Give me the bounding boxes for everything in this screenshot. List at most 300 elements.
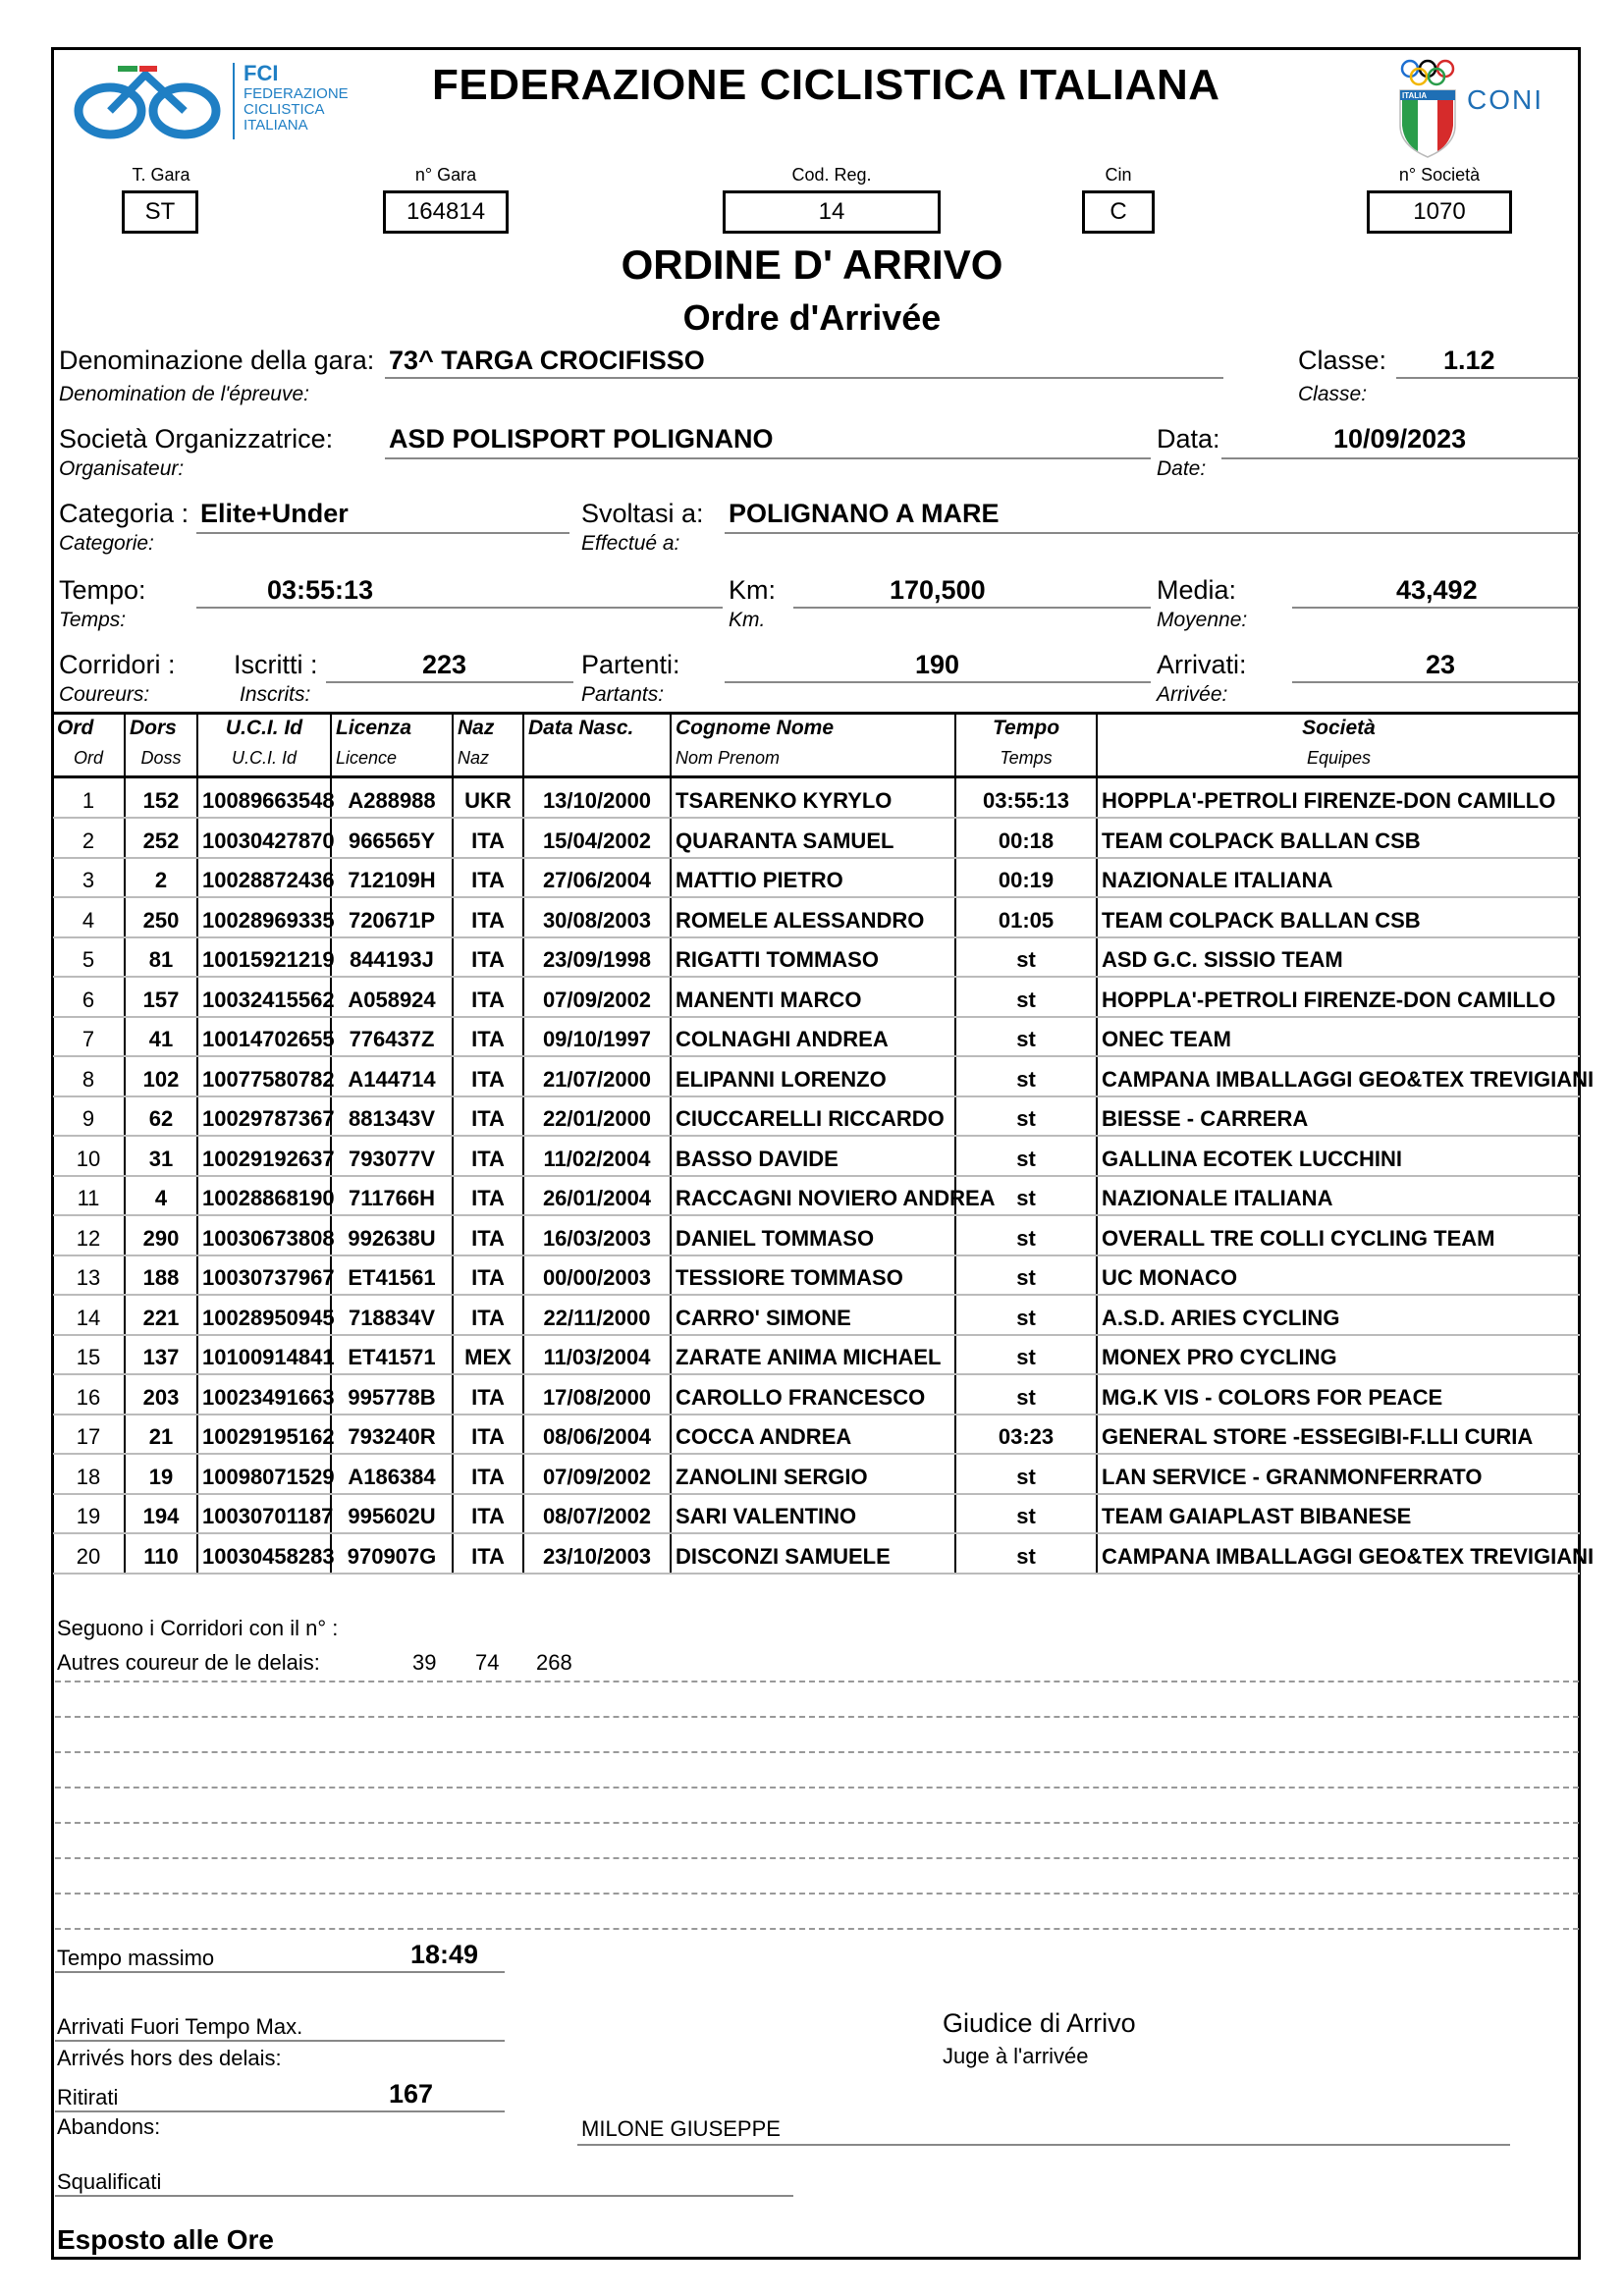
partenti-underline xyxy=(725,681,1151,683)
cell-cognome-nome: ROMELE ALESSANDRO xyxy=(671,897,955,937)
table-row xyxy=(53,818,1580,858)
cell-tempo: st xyxy=(955,1255,1097,1296)
cell-tempo: st xyxy=(955,1374,1097,1415)
cell-naz: ITA xyxy=(453,1454,523,1494)
cell-data-nasc: 27/06/2004 xyxy=(523,858,671,898)
denominazione-label: Denominazione della gara: xyxy=(59,346,375,375)
col-sub-licence: Licence xyxy=(331,748,453,777)
table-row xyxy=(53,977,1580,1017)
col-header-societa: Società xyxy=(1097,714,1580,749)
cell-ord: 19 xyxy=(53,1494,125,1534)
cell-tempo: 03:23 xyxy=(955,1415,1097,1455)
cell-dorsal: 102 xyxy=(125,1056,197,1096)
iscritti-sub: Inscrits: xyxy=(240,683,311,706)
autres-label: Autres coureur de le delais: xyxy=(57,1650,320,1675)
blank-line xyxy=(55,1716,1579,1718)
table-row xyxy=(53,1096,1580,1137)
cell-data-nasc: 07/09/2002 xyxy=(523,977,671,1017)
arrivati-value: 23 xyxy=(1426,650,1456,679)
cell-tempo: st xyxy=(955,1056,1097,1096)
cell-naz: ITA xyxy=(453,1494,523,1534)
tempo-massimo-value: 18:49 xyxy=(410,1940,479,1969)
cell-data-nasc: 23/10/2003 xyxy=(523,1533,671,1574)
cell-dorsal: 157 xyxy=(125,977,197,1017)
cell-tempo: st xyxy=(955,1335,1097,1375)
iscritti-value: 223 xyxy=(422,650,467,679)
cell-uci-id: 10015921219 xyxy=(197,937,331,978)
cell-societa: MG.K VIS - COLORS FOR PEACE xyxy=(1097,1374,1580,1415)
categoria-sub: Categorie: xyxy=(59,532,154,555)
cell-licenza: 718834V xyxy=(331,1295,453,1335)
tempo-massimo-label: Tempo massimo xyxy=(57,1946,215,1970)
col-header-cognome-nome: Cognome Nome xyxy=(671,714,955,749)
cell-cognome-nome: ZANOLINI SERGIO xyxy=(671,1454,955,1494)
cell-tempo: st xyxy=(955,937,1097,978)
fuori-tempo-sub: Arrivés hors des delais: xyxy=(57,2046,282,2070)
fuori-tempo-underline xyxy=(55,2040,505,2042)
cell-data-nasc: 08/07/2002 xyxy=(523,1494,671,1534)
cell-tempo: 00:18 xyxy=(955,818,1097,858)
km-label: Km: xyxy=(729,575,777,605)
col-header-tempo: Tempo xyxy=(955,714,1097,749)
cell-licenza: 712109H xyxy=(331,858,453,898)
table-subheader-row xyxy=(53,748,1580,777)
cell-data-nasc: 11/03/2004 xyxy=(523,1335,671,1375)
ritirati-value: 167 xyxy=(389,2079,434,2109)
other-rider-number: 268 xyxy=(536,1650,572,1675)
cell-tempo: st xyxy=(955,1295,1097,1335)
cell-ord: 16 xyxy=(53,1374,125,1415)
blank-line xyxy=(55,1928,1579,1930)
tempo-label: Tempo: xyxy=(59,575,146,605)
media-underline xyxy=(1292,607,1579,609)
cell-ord: 11 xyxy=(53,1176,125,1216)
table-row xyxy=(53,1056,1580,1096)
cell-uci-id: 10028872436 xyxy=(197,858,331,898)
col-header-dors: Dors xyxy=(125,714,197,749)
cell-uci-id: 10030737967 xyxy=(197,1255,331,1296)
giudice-sub: Juge à l'arrivée xyxy=(943,2044,1089,2068)
cell-data-nasc: 00/00/2003 xyxy=(523,1255,671,1296)
cell-licenza: A058924 xyxy=(331,977,453,1017)
cell-uci-id: 10014702655 xyxy=(197,1017,331,1057)
classe-value: 1.12 xyxy=(1443,346,1495,375)
cell-data-nasc: 30/08/2003 xyxy=(523,897,671,937)
n-gara-label: n° Gara xyxy=(414,165,477,185)
seguono-label: Seguono i Corridori con il n° : xyxy=(57,1616,339,1640)
cell-tempo: st xyxy=(955,1454,1097,1494)
cell-cognome-nome: MANENTI MARCO xyxy=(671,977,955,1017)
table-row xyxy=(53,1215,1580,1255)
cell-naz: ITA xyxy=(453,1255,523,1296)
cell-dorsal: 290 xyxy=(125,1215,197,1255)
squalificati-underline xyxy=(55,2195,793,2197)
cell-uci-id: 10100914841 xyxy=(197,1335,331,1375)
table-row xyxy=(53,1374,1580,1415)
cell-dorsal: 137 xyxy=(125,1335,197,1375)
cell-cognome-nome: COLNAGHI ANDREA xyxy=(671,1017,955,1057)
col-sub-naz: Naz xyxy=(453,748,523,777)
cell-tempo: 01:05 xyxy=(955,897,1097,937)
fci-logo-abbr: FCI xyxy=(244,61,279,85)
cell-cognome-nome: MATTIO PIETRO xyxy=(671,858,955,898)
cell-licenza: 776437Z xyxy=(331,1017,453,1057)
cell-licenza: A288988 xyxy=(331,777,453,819)
cell-ord: 18 xyxy=(53,1454,125,1494)
cell-ord: 7 xyxy=(53,1017,125,1057)
cell-cognome-nome: QUARANTA SAMUEL xyxy=(671,818,955,858)
table-row xyxy=(53,1533,1580,1574)
cell-cognome-nome: BASSO DAVIDE xyxy=(671,1136,955,1176)
cell-cognome-nome: RIGATTI TOMMASO xyxy=(671,937,955,978)
cell-societa: GENERAL STORE -ESSEGIBI-F.LLI CURIA xyxy=(1097,1415,1580,1455)
table-row xyxy=(53,897,1580,937)
cell-tempo: st xyxy=(955,1017,1097,1057)
denominazione-sub: Denomination de l'épreuve: xyxy=(59,383,310,405)
denominazione-underline xyxy=(385,377,1223,379)
fci-logo-line1: FEDERAZIONE xyxy=(244,85,349,102)
cell-tempo: st xyxy=(955,1176,1097,1216)
page-title: ORDINE D' ARRIVO xyxy=(621,241,1003,288)
cell-tempo: st xyxy=(955,1533,1097,1574)
cell-licenza: ET41571 xyxy=(331,1335,453,1375)
col-header-data-nasc: Data Nasc. xyxy=(523,714,671,749)
table-row xyxy=(53,858,1580,898)
cell-uci-id: 10023491663 xyxy=(197,1374,331,1415)
cell-uci-id: 10029195162 xyxy=(197,1415,331,1455)
cell-licenza: A186384 xyxy=(331,1454,453,1494)
cin-label: Cin xyxy=(1105,165,1132,185)
cell-data-nasc: 07/09/2002 xyxy=(523,1454,671,1494)
cell-dorsal: 41 xyxy=(125,1017,197,1057)
data-value: 10/09/2023 xyxy=(1333,424,1467,454)
cell-uci-id: 10028950945 xyxy=(197,1295,331,1335)
arrivati-sub: Arrivée: xyxy=(1157,683,1228,706)
results-body xyxy=(53,777,1595,1574)
cell-cognome-nome: RACCAGNI NOVIERO ANDREA xyxy=(671,1176,955,1216)
cell-dorsal: 19 xyxy=(125,1454,197,1494)
col-sub-nom-prenom: Nom Prenom xyxy=(671,748,955,777)
cell-licenza: 720671P xyxy=(331,897,453,937)
cell-naz: ITA xyxy=(453,1374,523,1415)
cell-licenza: ET41561 xyxy=(331,1255,453,1296)
cell-naz: ITA xyxy=(453,1136,523,1176)
categoria-label: Categoria : xyxy=(59,499,189,528)
blank-line xyxy=(55,1857,1579,1859)
cell-uci-id: 10077580782 xyxy=(197,1056,331,1096)
cell-dorsal: 81 xyxy=(125,937,197,978)
federation-title: FEDERAZIONE CICLISTICA ITALIANA xyxy=(432,61,1220,109)
col-header-licenza: Licenza xyxy=(331,714,453,749)
cell-licenza: 992638U xyxy=(331,1215,453,1255)
cell-ord: 17 xyxy=(53,1415,125,1455)
cell-naz: ITA xyxy=(453,858,523,898)
arrivati-label: Arrivati: xyxy=(1157,650,1247,679)
classe-label: Classe: xyxy=(1298,346,1387,375)
km-value: 170,500 xyxy=(890,575,986,605)
cell-dorsal: 21 xyxy=(125,1415,197,1455)
col-sub-equipes: Equipes xyxy=(1097,748,1580,777)
cell-uci-id: 10089663548 xyxy=(197,777,331,819)
cell-cognome-nome: DISCONZI SAMUELE xyxy=(671,1533,955,1574)
cell-tempo: st xyxy=(955,1096,1097,1137)
cell-societa: ASD G.C. SISSIO TEAM xyxy=(1097,937,1580,978)
partenti-value: 190 xyxy=(915,650,960,679)
cell-societa: GALLINA ECOTEK LUCCHINI xyxy=(1097,1136,1580,1176)
cell-ord: 5 xyxy=(53,937,125,978)
fci-logo-line2: CICLISTICA xyxy=(244,101,325,118)
km-sub: Km. xyxy=(729,609,766,631)
cell-licenza: 970907G xyxy=(331,1533,453,1574)
cell-ord: 14 xyxy=(53,1295,125,1335)
cell-dorsal: 152 xyxy=(125,777,197,819)
n-societa-box: 1070 xyxy=(1367,190,1512,234)
t-gara-box: ST xyxy=(122,190,198,234)
blank-line xyxy=(55,1893,1579,1895)
cell-cognome-nome: COCCA ANDREA xyxy=(671,1415,955,1455)
corridori-label: Corridori : xyxy=(59,650,176,679)
cell-naz: ITA xyxy=(453,1096,523,1137)
societa-organizzatrice-sub: Organisateur: xyxy=(59,457,185,480)
partenti-sub: Partants: xyxy=(581,683,665,706)
cell-societa: HOPPLA'-PETROLI FIRENZE-DON CAMILLO xyxy=(1097,977,1580,1017)
media-value: 43,492 xyxy=(1396,575,1478,605)
cell-naz: ITA xyxy=(453,1533,523,1574)
cell-tempo: 03:55:13 xyxy=(955,777,1097,819)
cell-naz: ITA xyxy=(453,1176,523,1216)
n-societa-label: n° Società xyxy=(1398,165,1481,185)
cell-naz: ITA xyxy=(453,897,523,937)
cell-cognome-nome: TSARENKO KYRYLO xyxy=(671,777,955,819)
cell-cognome-nome: CIUCCARELLI RICCARDO xyxy=(671,1096,955,1137)
ritirati-underline xyxy=(55,2110,505,2112)
arrivati-underline xyxy=(1292,681,1579,683)
page-subtitle: Ordre d'Arrivée xyxy=(682,297,942,338)
cell-societa: CAMPANA IMBALLAGGI GEO&TEX TREVIGIANI xyxy=(1097,1533,1580,1574)
categoria-underline xyxy=(196,532,569,534)
cell-cognome-nome: ZARATE ANIMA MICHAEL xyxy=(671,1335,955,1375)
cod-reg-box: 14 xyxy=(723,190,941,234)
cell-cognome-nome: CAROLLO FRANCESCO xyxy=(671,1374,955,1415)
cell-licenza: 881343V xyxy=(331,1096,453,1137)
col-sub-ord: Ord xyxy=(53,748,125,777)
cell-licenza: 711766H xyxy=(331,1176,453,1216)
cell-dorsal: 252 xyxy=(125,818,197,858)
cell-societa: CAMPANA IMBALLAGGI GEO&TEX TREVIGIANI xyxy=(1097,1056,1580,1096)
cell-ord: 3 xyxy=(53,858,125,898)
fci-logo xyxy=(69,57,363,145)
coni-label: CONI xyxy=(1467,84,1543,115)
cell-ord: 20 xyxy=(53,1533,125,1574)
societa-organizzatrice-label: Società Organizzatrice: xyxy=(59,424,334,454)
cell-uci-id: 10098071529 xyxy=(197,1454,331,1494)
giudice-underline xyxy=(577,2144,1510,2146)
cell-ord: 2 xyxy=(53,818,125,858)
cin-box: C xyxy=(1082,190,1155,234)
cell-societa: HOPPLA'-PETROLI FIRENZE-DON CAMILLO xyxy=(1097,777,1580,819)
societa-underline xyxy=(385,457,1151,459)
tempo-underline xyxy=(196,607,723,609)
table-row xyxy=(53,1136,1580,1176)
cell-data-nasc: 22/01/2000 xyxy=(523,1096,671,1137)
table-row xyxy=(53,1415,1580,1455)
categoria-value: Elite+Under xyxy=(200,499,349,528)
fci-logo-line3: ITALIANA xyxy=(244,117,308,133)
cell-dorsal: 4 xyxy=(125,1176,197,1216)
giudice-label: Giudice di Arrivo xyxy=(943,2008,1136,2038)
table-row xyxy=(53,1176,1580,1216)
cell-naz: MEX xyxy=(453,1335,523,1375)
ritirati-label: Ritirati xyxy=(57,2085,119,2109)
cell-data-nasc: 22/11/2000 xyxy=(523,1295,671,1335)
table-row xyxy=(53,937,1580,978)
table-row xyxy=(53,1494,1580,1534)
denominazione-value: 73^ TARGA CROCIFISSO xyxy=(389,346,705,375)
tempo-sub: Temps: xyxy=(59,609,127,631)
svoltasi-sub: Effectué a: xyxy=(581,532,680,555)
cell-licenza: 793240R xyxy=(331,1415,453,1455)
data-underline xyxy=(1221,457,1579,459)
cell-licenza: 793077V xyxy=(331,1136,453,1176)
results-table xyxy=(53,712,1595,1575)
cell-naz: ITA xyxy=(453,1415,523,1455)
cell-ord: 15 xyxy=(53,1335,125,1375)
cell-ord: 1 xyxy=(53,777,125,819)
cell-ord: 6 xyxy=(53,977,125,1017)
cell-uci-id: 10030458283 xyxy=(197,1533,331,1574)
table-row xyxy=(53,1454,1580,1494)
societa-organizzatrice-value: ASD POLISPORT POLIGNANO xyxy=(389,424,774,454)
iscritti-underline xyxy=(326,681,573,683)
abandons-label: Abandons: xyxy=(57,2114,161,2139)
cell-uci-id: 10032415562 xyxy=(197,977,331,1017)
tempo-value: 03:55:13 xyxy=(267,575,374,605)
cell-ord: 10 xyxy=(53,1136,125,1176)
cell-uci-id: 10030701187 xyxy=(197,1494,331,1534)
col-header-naz: Naz xyxy=(453,714,523,749)
coni-logo xyxy=(1394,55,1551,163)
cell-dorsal: 62 xyxy=(125,1096,197,1137)
cell-dorsal: 250 xyxy=(125,897,197,937)
cell-dorsal: 31 xyxy=(125,1136,197,1176)
cell-dorsal: 194 xyxy=(125,1494,197,1534)
cell-dorsal: 221 xyxy=(125,1295,197,1335)
cell-tempo: st xyxy=(955,1136,1097,1176)
cell-dorsal: 110 xyxy=(125,1533,197,1574)
table-row xyxy=(53,1255,1580,1296)
partenti-label: Partenti: xyxy=(581,650,680,679)
cell-naz: ITA xyxy=(453,1017,523,1057)
col-header-ord: Ord xyxy=(53,714,125,749)
cell-naz: ITA xyxy=(453,1056,523,1096)
cell-cognome-nome: SARI VALENTINO xyxy=(671,1494,955,1534)
cell-ord: 9 xyxy=(53,1096,125,1137)
col-header-uci-id: U.C.I. Id xyxy=(197,714,331,749)
squalificati-label: Squalificati xyxy=(57,2169,162,2194)
cell-data-nasc: 26/01/2004 xyxy=(523,1176,671,1216)
cell-licenza: A144714 xyxy=(331,1056,453,1096)
cell-societa: MONEX PRO CYCLING xyxy=(1097,1335,1580,1375)
cell-uci-id: 10029787367 xyxy=(197,1096,331,1137)
col-sub-uci-id: U.C.I. Id xyxy=(197,748,331,777)
km-underline xyxy=(793,607,1151,609)
classe-sub: Classe: xyxy=(1298,383,1368,405)
cell-data-nasc: 17/08/2000 xyxy=(523,1374,671,1415)
cell-naz: ITA xyxy=(453,1295,523,1335)
table-row xyxy=(53,1335,1580,1375)
cell-cognome-nome: ELIPANNI LORENZO xyxy=(671,1056,955,1096)
cell-societa: OVERALL TRE COLLI CYCLING TEAM xyxy=(1097,1215,1580,1255)
giudice-name: MILONE GIUSEPPE xyxy=(581,2116,781,2141)
cell-societa: TEAM GAIAPLAST BIBANESE xyxy=(1097,1494,1580,1534)
cell-societa: TEAM COLPACK BALLAN CSB xyxy=(1097,818,1580,858)
cell-data-nasc: 15/04/2002 xyxy=(523,818,671,858)
other-rider-number: 74 xyxy=(475,1650,500,1675)
cell-licenza: 995602U xyxy=(331,1494,453,1534)
cell-data-nasc: 16/03/2003 xyxy=(523,1215,671,1255)
t-gara-label: T. Gara xyxy=(132,165,190,185)
cell-naz: ITA xyxy=(453,1215,523,1255)
italia-label: ITALIA xyxy=(1402,91,1428,100)
iscritti-label: Iscritti : xyxy=(234,650,318,679)
cell-dorsal: 2 xyxy=(125,858,197,898)
cell-societa: NAZIONALE ITALIANA xyxy=(1097,1176,1580,1216)
media-label: Media: xyxy=(1157,575,1237,605)
cell-data-nasc: 11/02/2004 xyxy=(523,1136,671,1176)
other-rider-number: 39 xyxy=(412,1650,437,1675)
cell-data-nasc: 23/09/1998 xyxy=(523,937,671,978)
cell-naz: ITA xyxy=(453,977,523,1017)
blank-line xyxy=(55,1681,1579,1682)
data-sub: Date: xyxy=(1157,457,1207,480)
cell-uci-id: 10028868190 xyxy=(197,1176,331,1216)
cell-cognome-nome: CARRO' SIMONE xyxy=(671,1295,955,1335)
cell-data-nasc: 08/06/2004 xyxy=(523,1415,671,1455)
cell-uci-id: 10030427870 xyxy=(197,818,331,858)
svoltasi-value: POLIGNANO A MARE xyxy=(729,499,1000,528)
cell-uci-id: 10029192637 xyxy=(197,1136,331,1176)
cell-uci-id: 10028969335 xyxy=(197,897,331,937)
svoltasi-underline xyxy=(725,532,1579,534)
cell-societa: ONEC TEAM xyxy=(1097,1017,1580,1057)
cell-uci-id: 10030673808 xyxy=(197,1215,331,1255)
cell-cognome-nome: DANIEL TOMMASO xyxy=(671,1215,955,1255)
cell-ord: 13 xyxy=(53,1255,125,1296)
cell-tempo: 00:19 xyxy=(955,858,1097,898)
cell-data-nasc: 21/07/2000 xyxy=(523,1056,671,1096)
esposto-label: Esposto alle Ore xyxy=(57,2224,274,2255)
cell-data-nasc: 13/10/2000 xyxy=(523,777,671,819)
tempo-massimo-underline xyxy=(55,1971,505,1973)
table-row xyxy=(53,1017,1580,1057)
blank-line xyxy=(55,1751,1579,1753)
cell-tempo: st xyxy=(955,977,1097,1017)
table-header-row xyxy=(53,714,1580,749)
col-sub-temps: Temps xyxy=(955,748,1097,777)
cell-societa: A.S.D. ARIES CYCLING xyxy=(1097,1295,1580,1335)
cell-naz: ITA xyxy=(453,818,523,858)
cell-societa: TEAM COLPACK BALLAN CSB xyxy=(1097,897,1580,937)
cell-societa: UC MONACO xyxy=(1097,1255,1580,1296)
corridori-sub: Coureurs: xyxy=(59,683,150,706)
cell-dorsal: 188 xyxy=(125,1255,197,1296)
cell-tempo: st xyxy=(955,1215,1097,1255)
cell-naz: UKR xyxy=(453,777,523,819)
cell-naz: ITA xyxy=(453,937,523,978)
table-row xyxy=(53,1295,1580,1335)
cell-cognome-nome: TESSIORE TOMMASO xyxy=(671,1255,955,1296)
blank-line xyxy=(55,1787,1579,1789)
